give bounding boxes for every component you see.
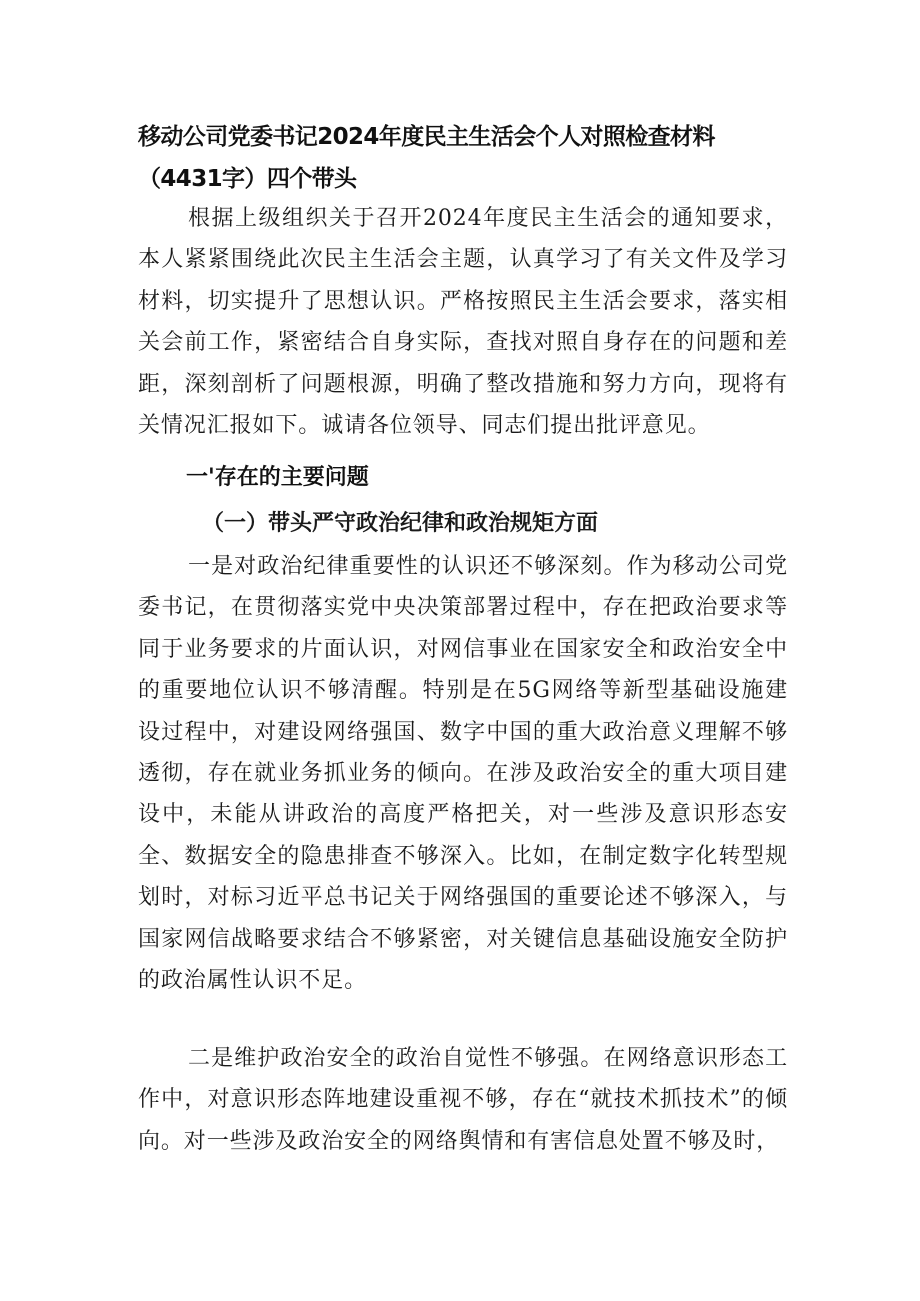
paragraph-one: 一是对政治纪律重要性的认识还不够深刻。作为移动公司党委书记，在贯彻落实党中央决策部署过程中，存在把政治要求等同于业务要求的片面认识，对网信事业在国家安全和政治安全中的重要地位认识不够清醒。特别是在5G网络等新型基础设施建设过程中，对建设网络强国、数字中国的重大政治意义理解不够透彻，存在就业务抓业务的倾向。在涉及政治安全的重大项目建设中，未能从讲政治的高度严格把关，对一些涉及意识形态安全、数据安全的隐患排查不够深入。比如，在制定数字化转型规划时，对标习近平总书记关于网络强国的重要论述不够深入，与国家网信战略要求结合不够紧密，对关键信息基础设施安全防护的政治属性认识不足。 [138,554,788,994]
intro-paragraph: 根据上级组织关于召开2024年度民主生活会的通知要求，本人紧紧围绕此次民主生活会主题，认真学习了有关文件及学习材料，切实提升了思想认识。严格按照民主生活会要求，落实相关会前工作，紧密结合自身实际，查找对照自身存在的问题和差距，深刻剖析了问题根源，明确了整改措施和努力方向，现将有关情况汇报如下。诚请各位领导、同志们提出批评意见。 [138,206,788,439]
document-title: 移动公司党委书记2024年度民主生活会个人对照检查材料（4431字）四个带头 [138,124,715,192]
paragraph-two: 二是维护政治安全的政治自觉性不够强。在网络意识形态工作中，对意识形态阵地建设重视不够，存在“就技术抓技术”的倾向。对一些涉及政治安全的网络舆情和有害信息处置不够及时， [138,1046,788,1154]
subsection-heading: （一）带头严守政治纪律和政治规矩方面 [202,510,599,536]
section-heading: 一'存在的主要问题 [186,465,369,490]
